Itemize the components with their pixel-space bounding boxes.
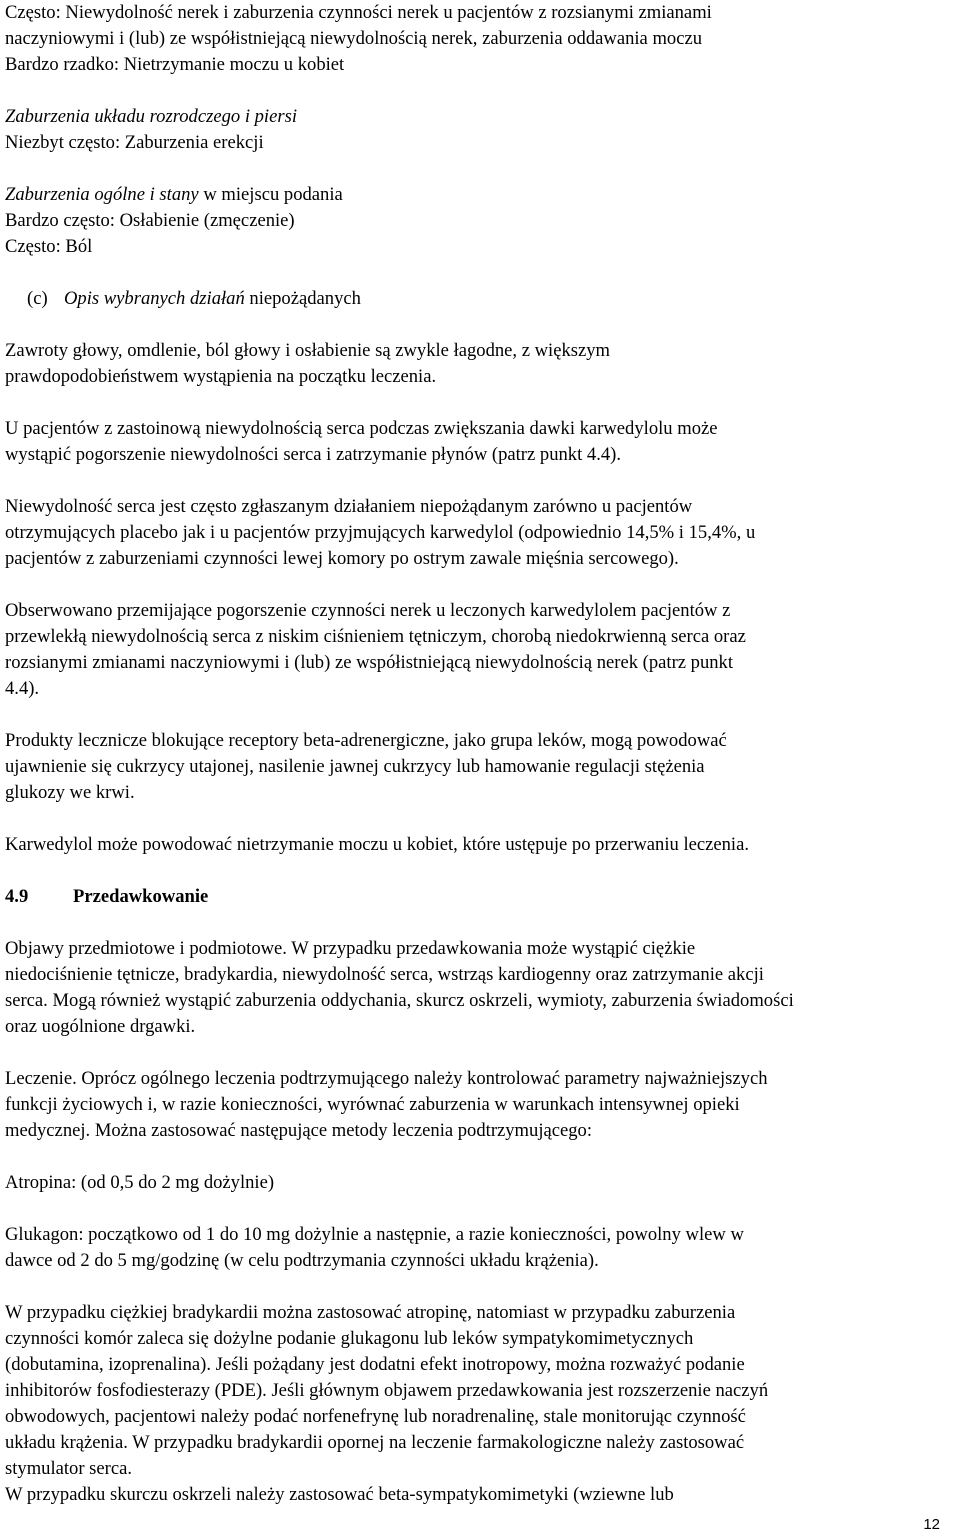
text-line: Bardzo rzadko: Nietrzymanie moczu u kobiet xyxy=(5,54,345,75)
subsection-letter: (c) xyxy=(27,288,48,309)
text-line: stymulator serca. xyxy=(5,1458,133,1479)
text-line: Niewydolność serca jest często zgłaszanym działaniem niepożądanym zarówno u pacjentów xyxy=(5,496,693,517)
text-line: Często: Niewydolność nerek i zaburzenia czynności nerek u pacjentów z rozsianymi zmianami xyxy=(5,2,712,23)
soc-heading-italic: Zaburzenia układu rozrodczego i piersi xyxy=(5,106,297,127)
text-line: niedociśnienie tętnicze, bradykardia, niewydolność serca, wstrząs kardiogenny oraz zatrzymanie akcji xyxy=(5,964,764,985)
text-line: przewlekłą niewydolnością serca z niskim ciśnieniem tętniczym, chorobą niedokrwienną serca oraz xyxy=(5,626,746,647)
text-line xyxy=(5,104,955,130)
text-line: Produkty lecznicze blokujące receptory beta-adrenergiczne, jako grupa leków, mogą powodować xyxy=(5,730,727,751)
text-line: oraz uogólnione drgawki. xyxy=(5,1016,196,1037)
paragraph xyxy=(5,338,955,390)
paragraph-general-disorders xyxy=(5,182,955,260)
text-line: wystąpić pogorszenie niewydolności serca i zatrzymanie płynów (patrz punkt 4.4). xyxy=(5,444,621,465)
text-line: W przypadku ciężkiej bradykardii można zastosować atropinę, natomiast w przypadku zaburzenia xyxy=(5,1302,736,1323)
paragraph xyxy=(5,1222,955,1274)
paragraph xyxy=(5,494,955,572)
text-line: medycznej. Można zastosować następujące metody leczenia podtrzymującego: xyxy=(5,1120,593,1141)
soc-heading-italic: Zaburzenia ogólne i stany xyxy=(5,184,199,205)
section-heading-overdose xyxy=(5,884,955,910)
text-line: Niezbyt często: Zaburzenia erekcji xyxy=(5,132,264,153)
text-line: Atropina: (od 0,5 do 2 mg dożylnie) xyxy=(5,1172,275,1193)
text-line: otrzymujących placebo jak i u pacjentów przyjmujących karwedylol (odpowiednio 14,5% i 15,4%, u xyxy=(5,522,756,543)
text-line: Karwedylol może powodować nietrzymanie moczu u kobiet, które ustępuje po przerwaniu leczenia. xyxy=(5,834,749,855)
text-line: Glukagon: początkowo od 1 do 10 mg dożylnie a następnie, a razie konieczności, powolny wlew w xyxy=(5,1224,744,1245)
text-line: funkcji życiowych i, w razie konieczności, wyrównać zaburzenia w warunkach intensywnej opieki xyxy=(5,1094,740,1115)
text-line: U pacjentów z zastoinową niewydolnością serca podczas zwiększania dawki karwedylolu może xyxy=(5,418,718,439)
text-line: serca. Mogą również wystąpić zaburzenia oddychania, skurcz oskrzeli, wymioty, zaburzenia świadomości xyxy=(5,990,794,1011)
text-line: ujawnienie się cukrzycy utajonej, nasilenie jawnej cukrzycy lub hamowanie regulacji stężenia xyxy=(5,756,705,777)
text-line: czynności komór zaleca się dożylne podanie glukagonu lub leków sympatykomimetycznych xyxy=(5,1328,694,1349)
paragraph xyxy=(5,936,955,1040)
paragraph-reproductive-disorders xyxy=(5,104,955,156)
text-line: Bardzo często: Osłabienie (zmęczenie) xyxy=(5,210,295,231)
paragraph xyxy=(5,1170,955,1196)
text-line: Leczenie. Oprócz ogólnego leczenia podtrzymującego należy kontrolować parametry najważniejszych xyxy=(5,1068,768,1089)
subsection-title-italic: Opis wybranych działań xyxy=(64,288,245,309)
paragraph xyxy=(5,1300,955,1482)
text-line: pacjentów z zaburzeniami czynności lewej komory po ostrym zawale mięśnia sercowego). xyxy=(5,548,679,569)
text-line xyxy=(5,182,955,208)
text-line: obwodowych, pacjentowi należy podać norfenefrynę lub noradrenalinę, stale monitorując czynność xyxy=(5,1406,746,1427)
text-line: układu krążenia. W przypadku bradykardii opornej na leczenie farmakologiczne należy zastosować xyxy=(5,1432,745,1453)
paragraph xyxy=(5,1066,955,1144)
paragraph xyxy=(5,832,955,858)
page-number: 12 xyxy=(923,1516,940,1533)
subsection-heading-c xyxy=(5,286,955,312)
soc-heading-rest: w miejscu podania xyxy=(198,184,343,205)
subsection-title-rest: niepożądanych xyxy=(244,288,361,309)
text-line: Zawroty głowy, omdlenie, ból głowy i osłabienie są zwykle łagodne, z większym xyxy=(5,340,611,361)
text-line: inhibitorów fosfodiesterazy (PDE). Jeśli głównym objawem przedawkowania jest rozszerzenie naczyń xyxy=(5,1380,769,1401)
text-line: glukozy we krwi. xyxy=(5,782,135,803)
document-page xyxy=(5,0,955,1508)
section-title: Przedawkowanie xyxy=(73,886,209,907)
text-line: Często: Ból xyxy=(5,236,93,257)
paragraph xyxy=(5,598,955,702)
text-line: Obserwowano przemijające pogorszenie czynności nerek u leczonych karwedylolem pacjentów z xyxy=(5,600,731,621)
paragraph xyxy=(5,1482,955,1508)
text-line: 4.4). xyxy=(5,678,40,699)
text-line: rozsianymi zmianami naczyniowymi i (lub) ze współistniejącą niewydolnością nerek (patrz punkt xyxy=(5,652,734,673)
text-line: (dobutamina, izoprenalina). Jeśli pożądany jest dodatni efekt inotropowy, można rozważyć podanie xyxy=(5,1354,745,1375)
section-number: 4.9 xyxy=(5,886,29,907)
paragraph-renal-disorders xyxy=(5,0,955,78)
paragraph xyxy=(5,416,955,468)
text-line: prawdopodobieństwem wystąpienia na początku leczenia. xyxy=(5,366,437,387)
text-line: W przypadku skurczu oskrzeli należy zastosować beta-sympatykomimetyki (wziewne lub xyxy=(5,1484,674,1505)
text-line: naczyniowymi i (lub) ze współistniejącą niewydolnością nerek, zaburzenia oddawania moczu xyxy=(5,28,703,49)
text-line: dawce od 2 do 5 mg/godzinę (w celu podtrzymania czynności układu krążenia). xyxy=(5,1250,599,1271)
text-line: Objawy przedmiotowe i podmiotowe. W przypadku przedawkowania może wystąpić ciężkie xyxy=(5,938,696,959)
paragraph xyxy=(5,728,955,806)
